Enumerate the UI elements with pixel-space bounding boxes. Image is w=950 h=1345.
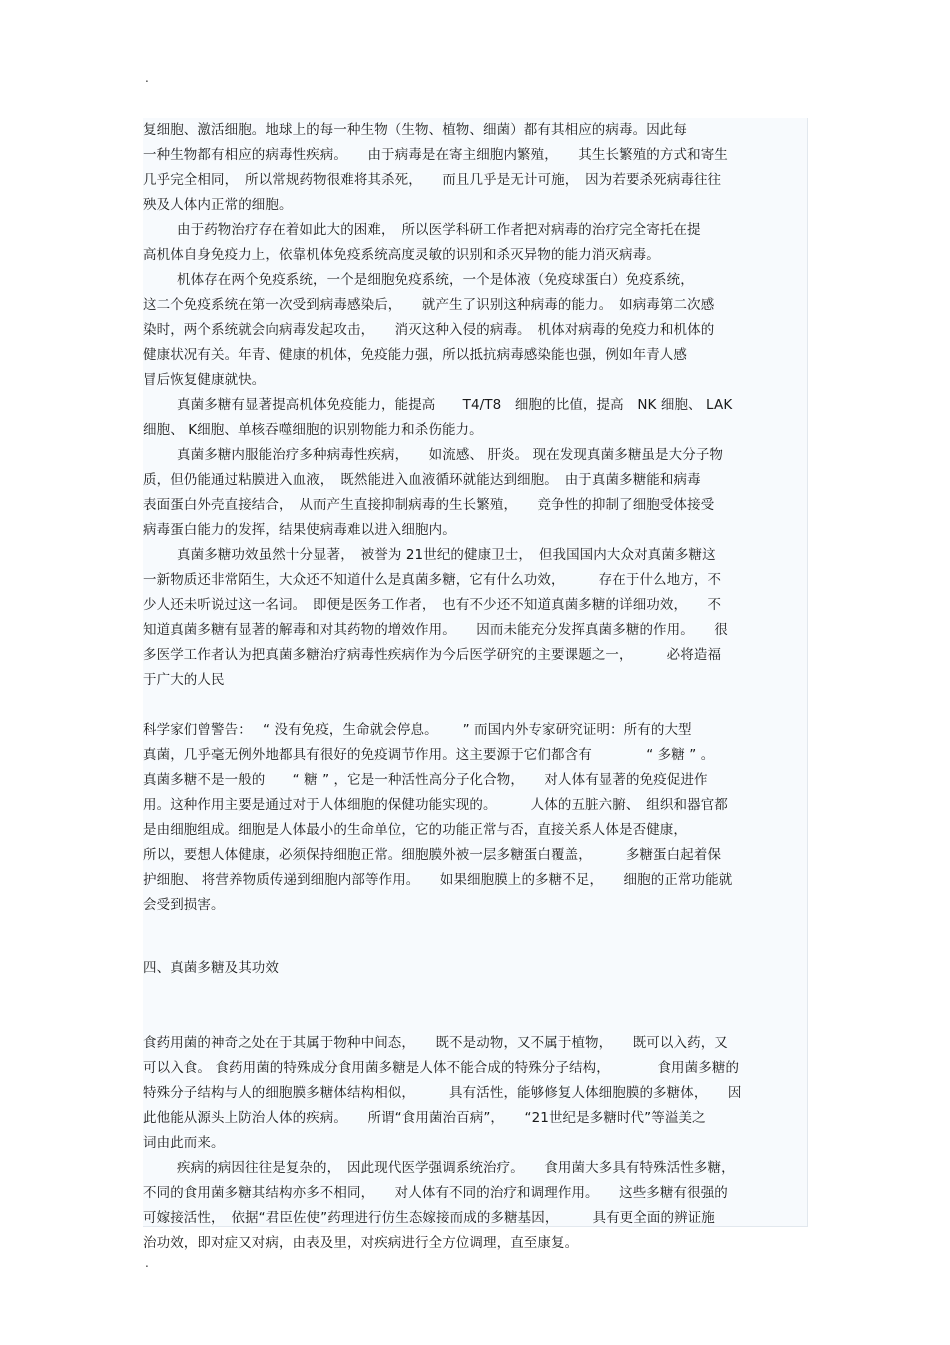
page-mark-bottom: . xyxy=(145,1256,149,1270)
text-line: 科学家们曾警告： “ 没有免疫，生命就会停息。 ” 而国内外专家研究证明：所有的大型 xyxy=(143,722,692,738)
text-line: 所以，要想人体健康，必须保持细胞正常。细胞膜外被一层多糖蛋白覆盖， 多糖蛋白起着保 xyxy=(143,847,722,863)
text-line: 会受到损害。 xyxy=(143,897,225,913)
text-line: 真菌多糖不是一般的 “ 糖 ” ，它是一种活性高分子化合物， 对人体有显著的免疫促进作 xyxy=(143,772,708,788)
text-line: 健康状况有关。年青、健康的机体，免疫能力强，所以抵抗病毒感染能也强，例如年青人感 xyxy=(143,347,687,363)
text-line: 四、真菌多糖及其功效 xyxy=(143,960,279,976)
text-line: 可以入食。 食药用菌的特殊成分食用菌多糖是人体不能合成的特殊分子结构， 食用菌多糖的 xyxy=(143,1060,740,1076)
page-mark-top: . xyxy=(145,71,149,85)
text-line: 特殊分子结构与人的细胞膜多糖体结构相似， 具有活性，能够修复人体细胞膜的多糖体， 因 xyxy=(143,1085,742,1101)
text-line: 少人还未听说过这一名词。 即便是医务工作者， 也有不少还不知道真菌多糖的详细功效， 不 xyxy=(143,597,722,613)
text-line: 此他能从源头上防治人体的疾病。 所谓“食用菌治百病”， “21世纪是多糖时代”等溢美之 xyxy=(143,1110,706,1126)
text-line: 这二个免疫系统在第一次受到病毒感染后， 就产生了识别这种病毒的能力。 如病毒第二次感 xyxy=(143,297,715,313)
text-line: 不同的食用菌多糖其结构亦多不相同， 对人体有不同的治疗和调理作用。 这些多糖有很强的 xyxy=(143,1185,728,1201)
text-line: 质，但仍能通过粘膜进入血液， 既然能进入血液循环就能达到细胞。 由于真菌多糖能和病毒 xyxy=(143,472,701,488)
text-line: 真菌多糖有显著提高机体免疫能力，能提高 T4/T8 细胞的比值，提高 NK 细胞、 LAK xyxy=(177,397,733,413)
paragraph-gap xyxy=(143,918,807,956)
text-line: 真菌多糖功效虽然十分显著， 被誉为 21世纪的健康卫士， 但我国国内大众对真菌多糖这 xyxy=(177,547,716,563)
text-line: 复细胞、激活细胞。地球上的每一种生物（生物、植物、细菌）都有其相应的病毒。因此每 xyxy=(143,122,687,138)
text-line: 一种生物都有相应的病毒性疾病。 由于病毒是在寄主细胞内繁殖， 其生长繁殖的方式和寄生 xyxy=(143,147,728,163)
text-line: 可嫁接活性， 依据“君臣佐使”药理进行仿生态嫁接而成的多糖基因， 具有更全面的辨证施 xyxy=(143,1210,715,1226)
text-line: 用。这种作用主要是通过对于人体细胞的保健功能实现的。 人体的五脏六腑、 组织和器官都 xyxy=(143,797,728,813)
document-body xyxy=(143,118,807,1256)
text-line: 染时，两个系统就会向病毒发起攻击， 消灭这种入侵的病毒。 机体对病毒的免疫力和机体的 xyxy=(143,322,715,338)
text-line: 表面蛋白外壳直接结合， 从而产生直接抑制病毒的生长繁殖， 竞争性的抑制了细胞受体接受 xyxy=(143,497,715,513)
text-line: 细胞、 K细胞、单核吞噬细胞的识别物能力和杀伤能力。 xyxy=(143,422,483,438)
text-line: 食药用菌的神奇之处在于其属于物种中间态， 既不是动物，又不属于植物， 既可以入药，又 xyxy=(143,1035,728,1051)
text-line: 治功效，即对症又对病，由表及里，对疾病进行全方位调理，直至康复。 xyxy=(143,1235,579,1251)
text-line: 病毒蛋白能力的发挥，结果使病毒难以进入细胞内。 xyxy=(143,522,456,538)
text-line: 殃及人体内正常的细胞。 xyxy=(143,197,293,213)
paragraph-gap xyxy=(143,693,807,718)
text-line: 疾病的病因往往是复杂的， 因此现代医学强调系统治疗。 食用菌大多具有特殊活性多糖， xyxy=(177,1160,735,1176)
text-line: 由于药物治疗存在着如此大的困难， 所以医学科研工作者把对病毒的治疗完全寄托在提 xyxy=(177,222,701,238)
text-line: 护细胞、 将营养物质传递到细胞内部等作用。 如果细胞膜上的多糖不足， 细胞的正常功能就 xyxy=(143,872,733,888)
text-line: 高机体自身免疫力上，依靠机体免疫系统高度灵敏的识别和杀灭异物的能力消灭病毒。 xyxy=(143,247,660,263)
text-line: 机体存在两个免疫系统，一个是细胞免疫系统，一个是体液（免疫球蛋白）免疫系统， xyxy=(177,272,694,288)
text-line: 冒后恢复健康就快。 xyxy=(143,372,266,388)
text-line: 真菌多糖内服能治疗多种病毒性疾病， 如流感、 肝炎。 现在发现真菌多糖虽是大分子物 xyxy=(177,447,724,463)
text-line: 知道真菌多糖有显著的解毒和对其药物的增效作用。 因而未能充分发挥真菌多糖的作用。 很 xyxy=(143,622,728,638)
text-line: 真菌，几乎毫无例外地都具有很好的免疫调节作用。这主要源于它们都含有 “ 多糖 ” 。 xyxy=(143,747,715,763)
text-line: 一新物质还非常陌生，大众还不知道什么是真菌多糖，它有什么功效， 存在于什么地方，不 xyxy=(143,572,722,588)
text-line: 是由细胞组成。细胞是人体最小的生命单位，它的功能正常与否，直接关系人体是否健康， xyxy=(143,822,687,838)
text-line: 多医学工作者认为把真菌多糖治疗病毒性疾病作为今后医学研究的主要课题之一， 必将造福 xyxy=(143,647,722,663)
text-line: 词由此而来。 xyxy=(143,1135,225,1151)
paragraph-gap xyxy=(143,981,807,1031)
text-line: 几乎完全相同， 所以常规药物很难将其杀死， 而且几乎是无计可施， 因为若要杀死病毒往往 xyxy=(143,172,722,188)
text-line: 于广大的人民 xyxy=(143,672,225,688)
